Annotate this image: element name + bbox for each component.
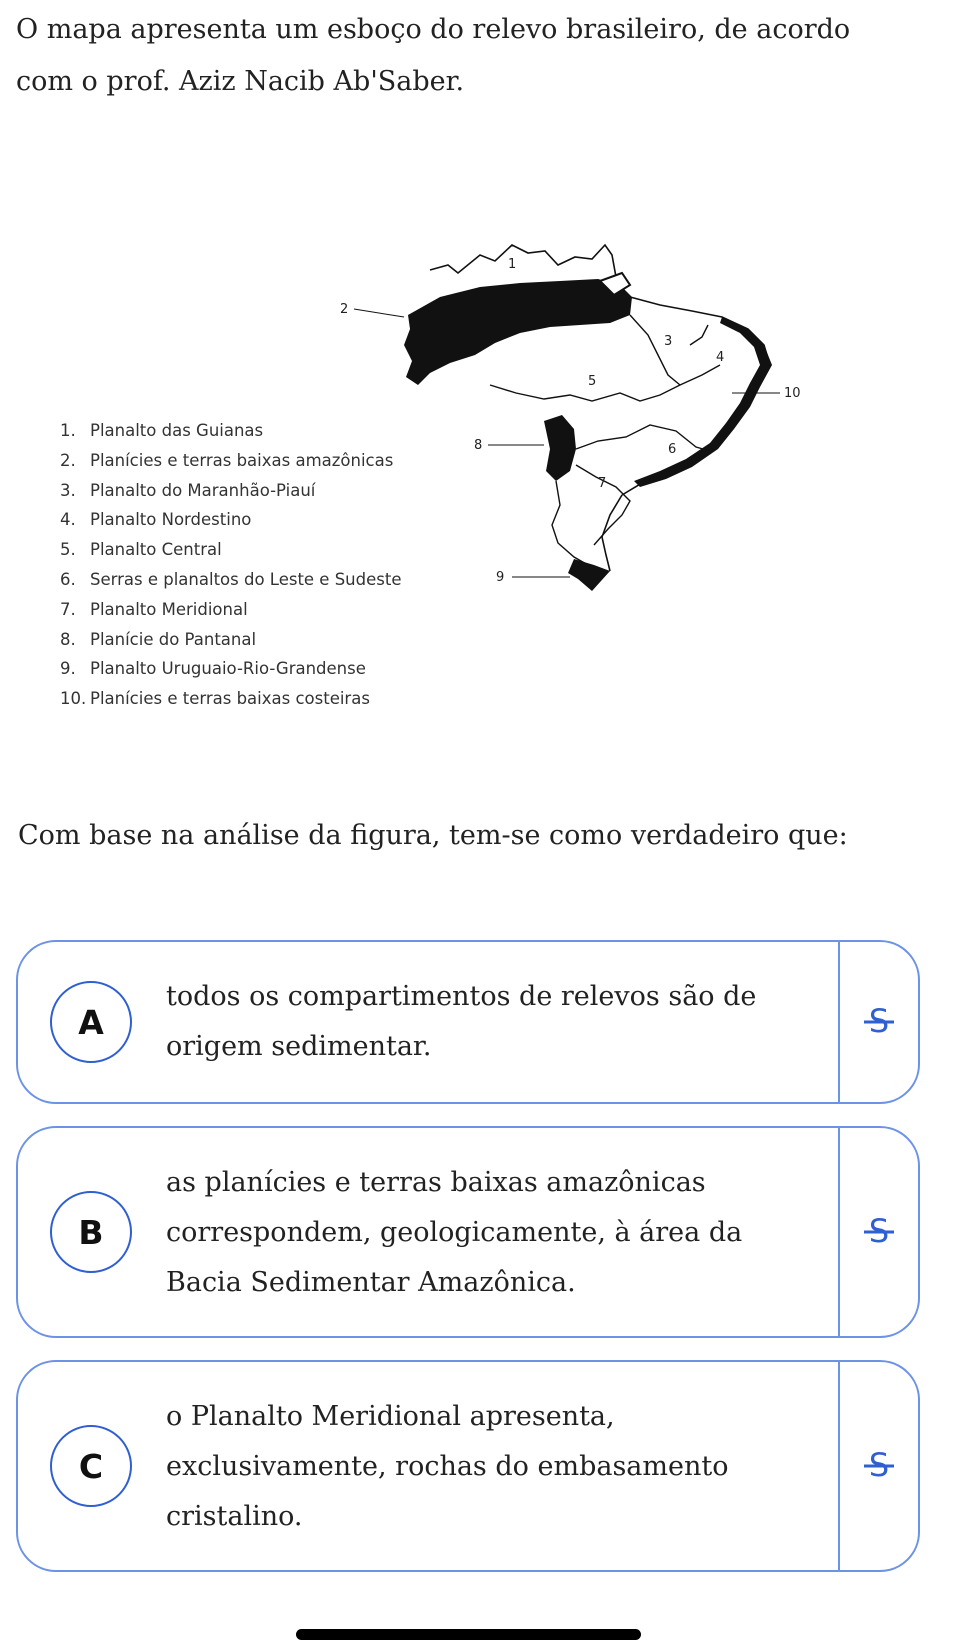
option-b[interactable] — [16, 1126, 920, 1338]
svg-text:S: S — [868, 1002, 890, 1040]
svg-text:S: S — [868, 1446, 890, 1484]
map-boundary — [576, 425, 710, 451]
strike-button[interactable] — [840, 942, 918, 1102]
option-letter-a: A — [50, 981, 132, 1063]
map-label-8: 8 — [474, 438, 483, 453]
legend-item: 7. Planalto Meridional — [60, 599, 248, 619]
map-label-3: 3 — [664, 334, 673, 349]
map-legend — [60, 416, 401, 714]
option-c[interactable] — [16, 1360, 920, 1572]
map-label-1: 1 — [508, 257, 517, 272]
map-boundary — [630, 315, 680, 385]
map-label-4: 4 — [716, 350, 725, 365]
map-region-guianas-outline — [430, 245, 616, 285]
legend-item: 8. Planície do Pantanal — [60, 629, 257, 649]
brazil-relief-map — [330, 225, 850, 635]
legend-item: 4. Planalto Nordestino — [60, 510, 252, 530]
option-text: o Planalto Meridional apresenta, exclusivamente, rochas do embasamento cristalino. — [166, 1401, 729, 1532]
question-text: Com base na análise da figura, tem-se como verdadeiro que: — [18, 820, 848, 851]
option-text: as planícies e terras baixas amazônicas correspondem, geologicamente, à área da Bacia Sedimentar Amazônica. — [166, 1167, 743, 1298]
map-leader-2 — [354, 309, 404, 317]
legend-item: 10. Planícies e terras baixas costeiras — [60, 689, 370, 709]
legend-item: 5. Planalto Central — [60, 540, 222, 560]
legend-item: 6. Serras e planaltos do Leste e Sudeste — [60, 569, 402, 589]
map-label-10: 10 — [784, 386, 801, 401]
map-label-5: 5 — [588, 374, 597, 389]
map-label-9: 9 — [496, 570, 505, 585]
map-label-7: 7 — [598, 476, 607, 491]
option-a[interactable] — [16, 940, 920, 1104]
map-boundary — [690, 325, 708, 345]
map-region-pantanal — [544, 415, 576, 481]
option-text: todos os compartimentos de relevos são de origem sedimentar. — [166, 981, 757, 1062]
svg-text:S: S — [868, 1212, 890, 1250]
strikethrough-s-icon — [862, 1446, 896, 1486]
strike-button[interactable] — [840, 1128, 918, 1336]
map-label-2: 2 — [340, 302, 349, 317]
intro-line: com o prof. Aziz Nacib Ab'Saber. — [16, 66, 465, 97]
strikethrough-s-icon — [862, 1212, 896, 1252]
strikethrough-s-icon — [862, 1002, 896, 1042]
map-region-coastal-lowlands — [634, 317, 772, 487]
map-label-6: 6 — [668, 442, 677, 457]
intro-line: O mapa apresenta um esboço do relevo brasileiro, de acordo — [16, 14, 851, 45]
legend-item: 1. Planalto das Guianas — [60, 421, 264, 440]
home-indicator[interactable] — [296, 1629, 641, 1640]
intro-text — [16, 4, 916, 108]
map-boundary — [490, 365, 720, 401]
option-letter-b: B — [50, 1191, 132, 1273]
strike-button[interactable] — [840, 1362, 918, 1570]
option-letter-c: C — [50, 1425, 132, 1507]
map-region-amazon-lowlands — [404, 279, 632, 385]
map-region-rio-grandense — [568, 559, 610, 591]
legend-item: 9. Planalto Uruguaio-Rio-Grandense — [60, 659, 366, 679]
legend-item: 2. Planícies e terras baixas amazônicas — [60, 450, 394, 470]
legend-item: 3. Planalto do Maranhão-Piauí — [60, 480, 316, 500]
